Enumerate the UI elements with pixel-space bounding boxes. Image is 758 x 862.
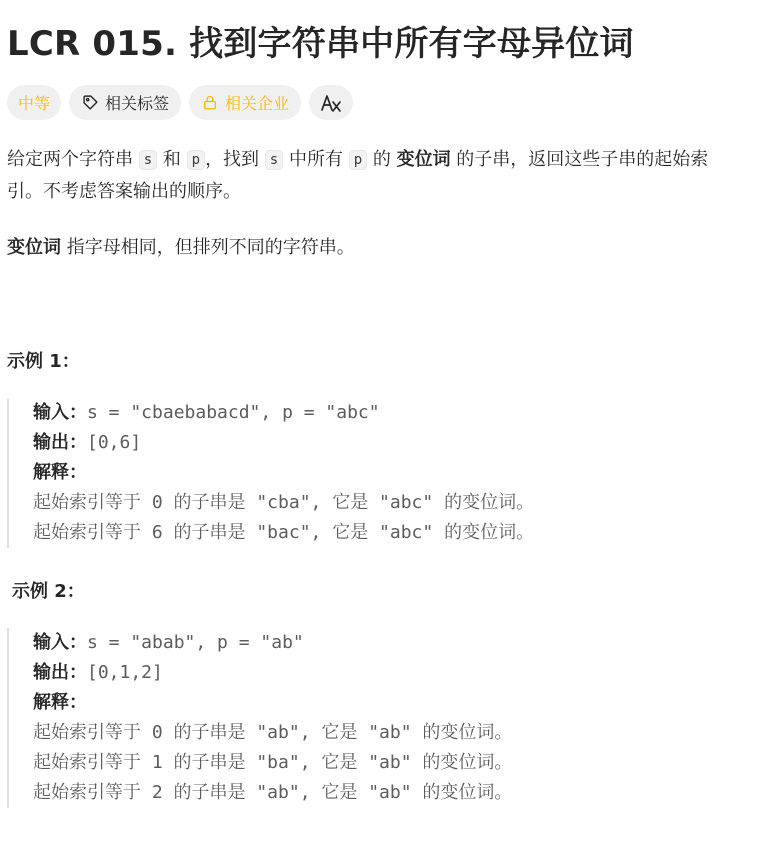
difficulty-badge [7, 85, 61, 120]
example-input-line [33, 628, 512, 658]
output-value: [0,1,2] [87, 662, 163, 683]
definition-paragraph: 变位词 指字母相同，但排列不同的字符串。 [7, 237, 355, 258]
explain-label: 解释： [33, 692, 87, 713]
output-value: [0,6] [87, 432, 142, 453]
input-value: s = "cbaebabacd", p = "abc" [87, 402, 380, 423]
explanation-line: 起始索引等于 0 的子串是 "cba", 它是 "abc" 的变位词。 [33, 492, 535, 513]
example-2-block [7, 628, 512, 808]
difficulty-label: 中等 [18, 94, 51, 113]
bold-term: 变位词 [7, 237, 61, 258]
output-label: 输出： [33, 432, 87, 453]
inline-code-p: p [349, 150, 367, 170]
related-tags-label: 相关标签 [105, 94, 170, 113]
example-1-title: 示例 1： [7, 351, 80, 372]
input-label: 输入： [33, 402, 87, 423]
bold-term: 变位词 [396, 149, 451, 170]
tag-row [7, 85, 353, 120]
explanation-line: 起始索引等于 1 的子串是 "ba", 它是 "ab" 的变位词。 [33, 752, 513, 773]
explanation-line: 起始索引等于 0 的子串是 "ab", 它是 "ab" 的变位词。 [33, 722, 513, 743]
translate-button[interactable] [309, 85, 353, 120]
tag-icon [81, 94, 99, 112]
example-explain-line [33, 688, 512, 718]
example-explain-line [33, 458, 534, 488]
example-2-title: 示例 2： [12, 581, 85, 602]
translate-icon [320, 93, 342, 113]
related-companies-button[interactable] [189, 85, 301, 120]
example-input-line [33, 398, 534, 428]
example-output-line [33, 658, 512, 688]
lock-icon [201, 94, 219, 112]
input-label: 输入： [33, 632, 87, 653]
inline-code-p: p [187, 150, 205, 170]
inline-code-s: s [265, 150, 283, 170]
explain-label: 解释： [33, 462, 87, 483]
example-output-line [33, 428, 534, 458]
related-tags-button[interactable] [69, 85, 181, 120]
input-value: s = "abab", p = "ab" [87, 632, 304, 653]
inline-code-s: s [139, 150, 157, 170]
explanation-line: 起始索引等于 6 的子串是 "bac", 它是 "abc" 的变位词。 [33, 522, 535, 543]
output-label: 输出： [33, 662, 87, 683]
description-paragraph: 给定两个字符串 s 和 p ，找到 s 中所有 p 的 变位词 的子串，返回这些子串的起始索引。不考虑答案输出的顺序。 [7, 149, 709, 202]
related-companies-label: 相关企业 [225, 94, 290, 113]
explanation-line: 起始索引等于 2 的子串是 "ab", 它是 "ab" 的变位词。 [33, 782, 513, 803]
problem-title: LCR 015. 找到字符串中所有字母异位词 [7, 24, 634, 64]
example-1-block [7, 398, 534, 548]
